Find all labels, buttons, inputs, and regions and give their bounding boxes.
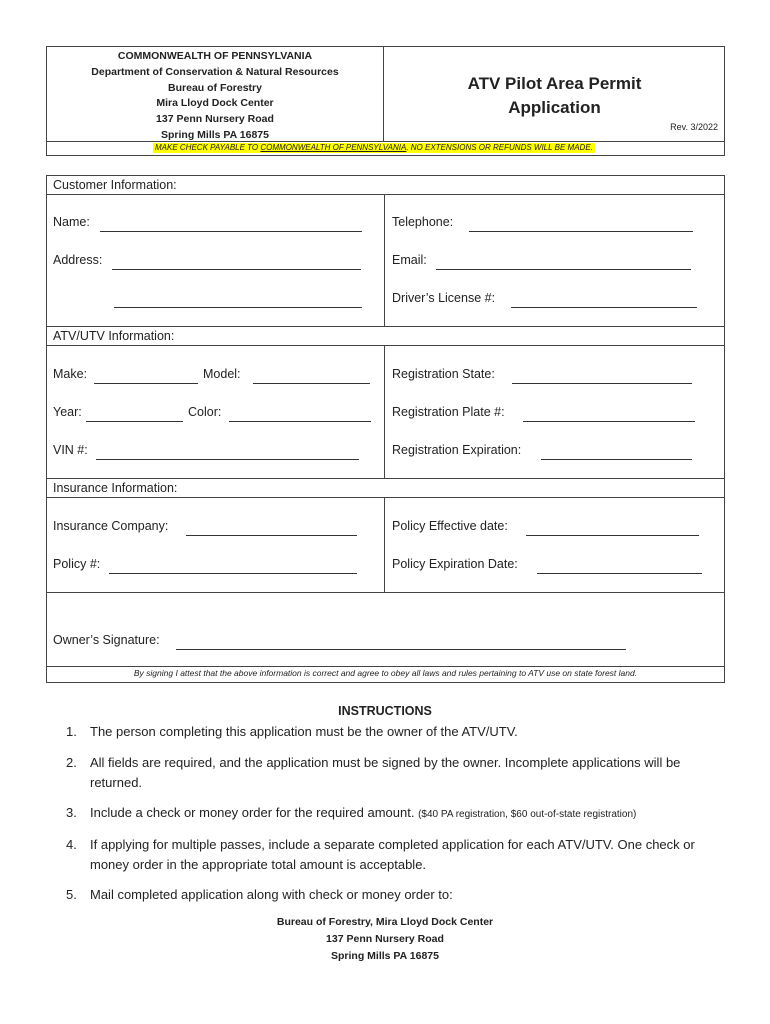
registration-state-label: Registration State: [392,367,495,381]
signature-label: Owner’s Signature: [53,633,160,647]
telephone-field[interactable] [469,231,693,232]
divider [46,478,725,479]
insurance-section-heading: Insurance Information: [53,481,178,495]
policy-expiration-label: Policy Expiration Date: [392,557,518,571]
instruction-item: 3. Include a check or money order for the required amount. ($40 PA registration, $60 out-of-state registration) [66,805,637,820]
application-form [46,175,725,683]
divider [46,592,725,593]
color-field[interactable] [229,421,371,422]
divider [46,194,725,195]
email-label: Email: [392,253,427,267]
policy-effective-field[interactable] [526,535,699,536]
form-title: ATV Pilot Area Permit Application [467,74,642,117]
policy-expiration-field[interactable] [537,573,702,574]
make-label: Make: [53,367,88,381]
column-divider [384,345,385,478]
instruction-item: 2. All fields are required, and the application must be signed by the owner. Incomplete applications will be returned. [66,755,681,790]
customer-section-heading: Customer Information: [53,178,177,192]
address-label: Address: [53,253,103,267]
make-field[interactable] [94,383,198,384]
policy-number-field[interactable] [109,573,357,574]
insurance-company-field[interactable] [186,535,357,536]
model-field[interactable] [253,383,370,384]
agency-address-block [46,46,384,142]
registration-state-field[interactable] [512,383,692,384]
address-field-line1[interactable] [112,269,361,270]
column-divider [384,497,385,592]
instructions-heading: INSTRUCTIONS [338,704,432,718]
vehicle-section-heading: ATV/UTV Information: [53,329,175,343]
registration-plate-label: Registration Plate #: [392,405,505,419]
address-field-line2[interactable] [114,307,362,308]
fee-note: ($40 PA registration, $60 out-of-state registration) [418,809,637,820]
agency-line: COMMONWEALTH OF PENNSYLVANIA [117,50,313,62]
agency-line: Department of Conservation & Natural Resources [91,65,339,78]
drivers-license-label: Driver’s License #: [392,291,496,305]
instruction-item: 4. If applying for multiple passes, include a separate completed application for each ATV/UTV. One check or money order in the appropriate total amount is acceptable. [66,837,695,872]
revision-label: Rev. 3/2022 [670,122,718,132]
email-field[interactable] [436,269,691,270]
insurance-company-label: Insurance Company: [53,519,169,533]
telephone-label: Telephone: [392,215,454,229]
policy-number-label: Policy #: [53,557,101,571]
year-field[interactable] [86,421,183,422]
column-divider [384,194,385,326]
name-field[interactable] [100,231,362,232]
vin-field[interactable] [96,459,359,460]
agency-line: Mira Lloyd Dock Center [156,97,274,110]
registration-expiration-label: Registration Expiration: [392,443,522,457]
agency-line: Spring Mills PA 16875 [161,128,269,141]
divider [46,497,725,498]
divider [46,345,725,346]
instruction-item: 5. Mail completed application along with check or money order to: [66,887,453,902]
divider [46,326,725,327]
year-label: Year: [53,405,82,419]
attestation-text: By signing I attest that the above information is correct and agree to obey all laws and rules pertaining to ATV use on state forest land. [133,668,638,678]
registration-plate-field[interactable] [523,421,695,422]
signature-field[interactable] [176,649,626,650]
mailing-address: Bureau of Forestry, Mira Lloyd Dock Center 137 Penn Nursery Road Spring Mills PA 16875 [276,916,494,962]
divider [46,666,725,667]
color-label: Color: [188,405,222,419]
agency-line: 137 Penn Nursery Road [156,113,274,126]
vin-label: VIN #: [53,443,88,457]
name-label: Name: [53,215,90,229]
model-label: Model: [203,367,241,381]
registration-expiration-field[interactable] [541,459,692,460]
agency-line: Bureau of Forestry [168,81,262,94]
payment-notice: MAKE CHECK PAYABLE TO COMMONWEALTH OF PENNSYLVANIA. NO EXTENSIONS OR REFUNDS WILL BE MADE. [155,143,593,152]
instruction-item: 1. The person completing this application must be the owner of the ATV/UTV. [66,724,518,739]
policy-effective-label: Policy Effective date: [392,519,508,533]
drivers-license-field[interactable] [511,307,697,308]
